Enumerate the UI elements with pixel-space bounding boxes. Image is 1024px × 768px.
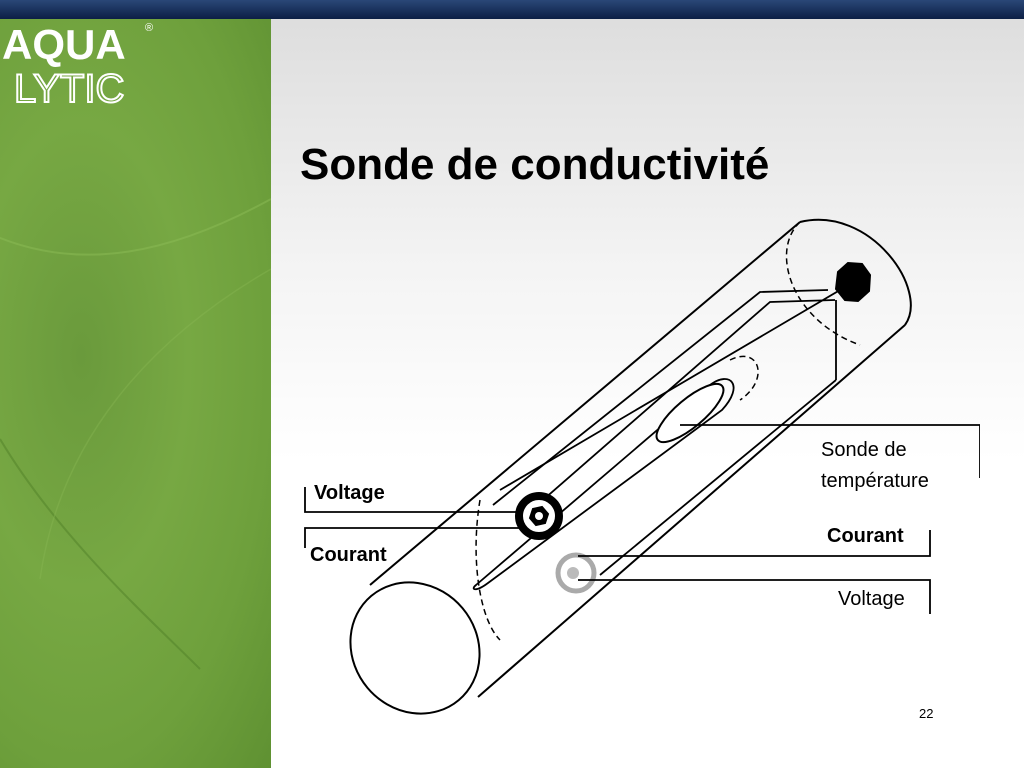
probe-top-edge — [370, 222, 800, 585]
slide-number: 22 — [919, 706, 934, 721]
temperature-sensor-label-line1: Sonde de — [821, 439, 907, 461]
logo-registered: ® — [145, 22, 154, 34]
logo-line1: AQUA — [2, 21, 126, 68]
temperature-sensor-label-line2: température — [821, 470, 929, 492]
top-electrode — [836, 263, 870, 301]
sidebar-panel — [0, 19, 271, 768]
top-bar — [0, 0, 1024, 19]
sidebar-decoration — [0, 19, 271, 768]
right-courant-label: Courant — [827, 525, 904, 547]
left-voltage-label: Voltage — [314, 482, 385, 504]
logo-line2: LYTIC — [14, 67, 125, 109]
slide-title: Sonde de conductivité — [300, 140, 770, 189]
right-voltage-label: Voltage — [838, 588, 905, 610]
aqualytic-logo — [0, 19, 160, 109]
left-courant-label: Courant — [310, 544, 387, 566]
